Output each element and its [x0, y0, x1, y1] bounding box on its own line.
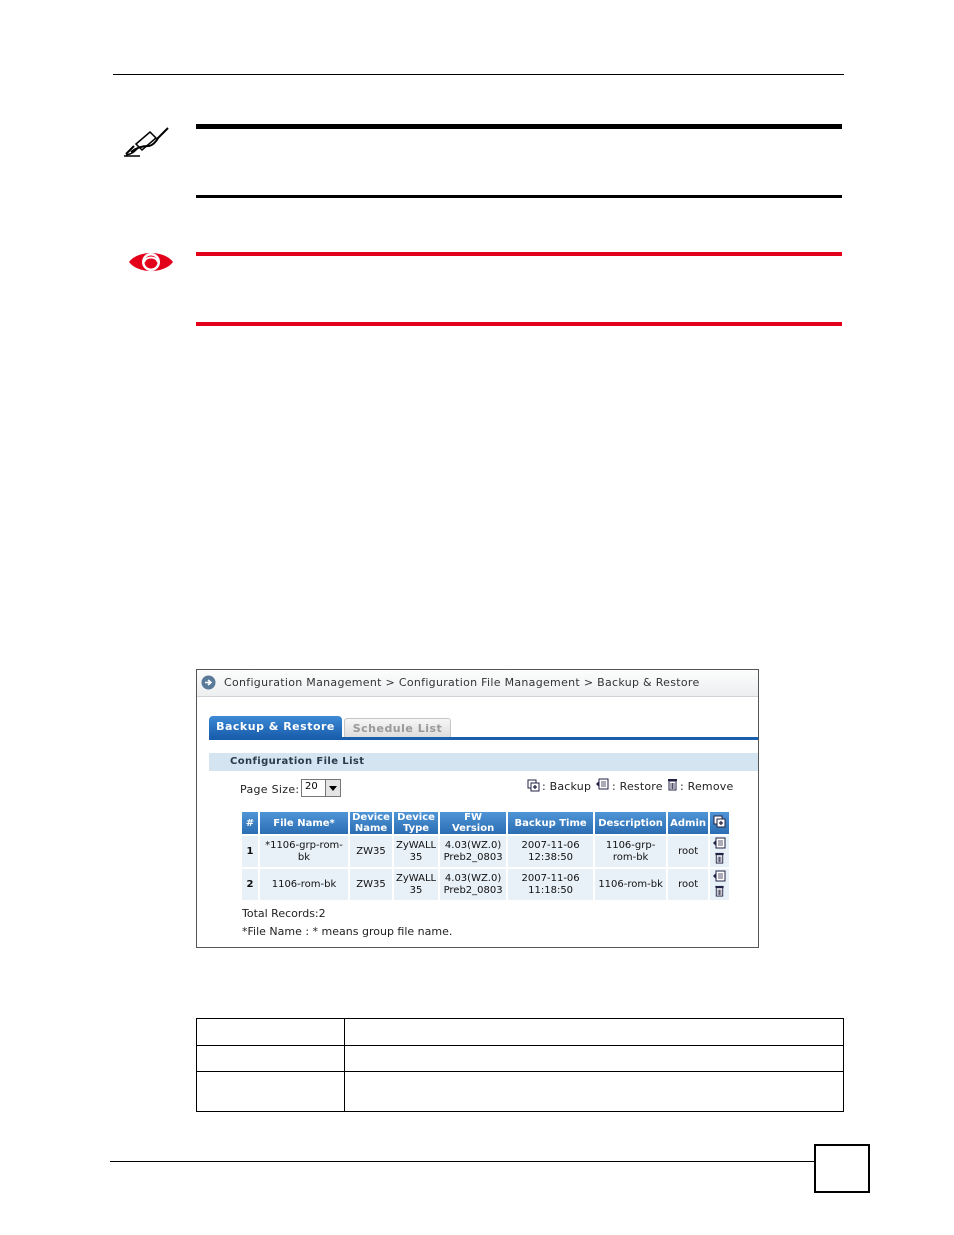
- legend-remove: : Remove: [680, 780, 734, 793]
- legend-restore: : Restore: [612, 780, 663, 793]
- tab-strip: [197, 697, 758, 737]
- tab-backup-restore[interactable]: Backup & Restore: [209, 716, 342, 737]
- note-top-rule: [196, 124, 842, 129]
- col-header[interactable]: Admin: [668, 812, 708, 834]
- footer-rule: [110, 1161, 815, 1162]
- header-rule: [113, 74, 844, 75]
- admin: root: [668, 869, 708, 900]
- restore-icon[interactable]: [712, 837, 727, 850]
- field-table-divider: [344, 1018, 345, 1112]
- field-table-row: [196, 1072, 844, 1112]
- row-actions: [710, 869, 729, 900]
- tab-schedule-list[interactable]: Schedule List: [344, 718, 451, 738]
- backup-restore-screenshot: [196, 669, 759, 948]
- breadcrumb-bar: [197, 670, 758, 697]
- pen-note-icon: [122, 124, 174, 160]
- caution-bottom-rule: [196, 322, 842, 326]
- tab-underline: [209, 737, 758, 740]
- caution-top-rule: [196, 252, 842, 256]
- admin: root: [668, 836, 708, 867]
- col-header[interactable]: Device Type: [394, 812, 438, 834]
- col-header: #: [242, 812, 258, 834]
- file-name-note: *File Name : * means group file name.: [242, 925, 453, 938]
- backup-time: 2007-11-06 12:38:50: [508, 836, 593, 867]
- header-backup-cell[interactable]: [710, 812, 729, 834]
- section-header: [209, 753, 758, 771]
- file-name: *1106-grp-rom-bk: [260, 836, 348, 867]
- field-table-row: [196, 1046, 844, 1072]
- backup-icon: [527, 779, 540, 792]
- breadcrumb: Configuration Management > Configuration File Management > Backup & Restore: [224, 676, 700, 689]
- col-header[interactable]: FW Version: [440, 812, 506, 834]
- device-type: ZyWALL 35: [394, 836, 438, 867]
- col-header[interactable]: Device Name: [350, 812, 392, 834]
- table-row: [242, 869, 729, 900]
- description: 1106-rom-bk: [595, 869, 666, 900]
- row-actions: [710, 836, 729, 867]
- restore-icon: [595, 778, 610, 791]
- page-size-value: 20: [305, 781, 318, 792]
- page-number-box: [814, 1144, 870, 1193]
- device-name: ZW35: [350, 869, 392, 900]
- fw-version: 4.03(WZ.0) Preb2_0803: [440, 836, 506, 867]
- circle-arrow-icon: [201, 675, 216, 690]
- note-bottom-rule: [196, 195, 842, 198]
- total-records: Total Records:2: [242, 907, 326, 920]
- table-header-row: [242, 812, 729, 834]
- table-row: [242, 836, 729, 867]
- field-table-header: [196, 1018, 844, 1046]
- file-name: 1106-rom-bk: [260, 869, 348, 900]
- fw-version: 4.03(WZ.0) Preb2_0803: [440, 869, 506, 900]
- col-header[interactable]: Description: [595, 812, 666, 834]
- restore-icon[interactable]: [712, 870, 727, 883]
- row-num: 2: [242, 869, 258, 900]
- remove-icon[interactable]: [714, 852, 725, 864]
- remove-icon: [667, 778, 678, 791]
- device-name: ZW35: [350, 836, 392, 867]
- device-type: ZyWALL 35: [394, 869, 438, 900]
- col-header[interactable]: File Name*: [260, 812, 348, 834]
- section-title: Configuration File List: [230, 756, 365, 767]
- config-file-table: [240, 810, 731, 902]
- legend-backup: : Backup: [542, 780, 592, 793]
- page-size-label: Page Size:: [240, 783, 300, 796]
- page-size-select[interactable]: [301, 779, 341, 797]
- eye-caution-icon: [126, 246, 176, 278]
- remove-icon[interactable]: [714, 885, 725, 897]
- col-header[interactable]: Backup Time: [508, 812, 593, 834]
- backup-time: 2007-11-06 11:18:50: [508, 869, 593, 900]
- backup-icon[interactable]: [713, 815, 726, 828]
- chevron-down-icon: [325, 780, 340, 796]
- description: 1106-grp-rom-bk: [595, 836, 666, 867]
- row-num: 1: [242, 836, 258, 867]
